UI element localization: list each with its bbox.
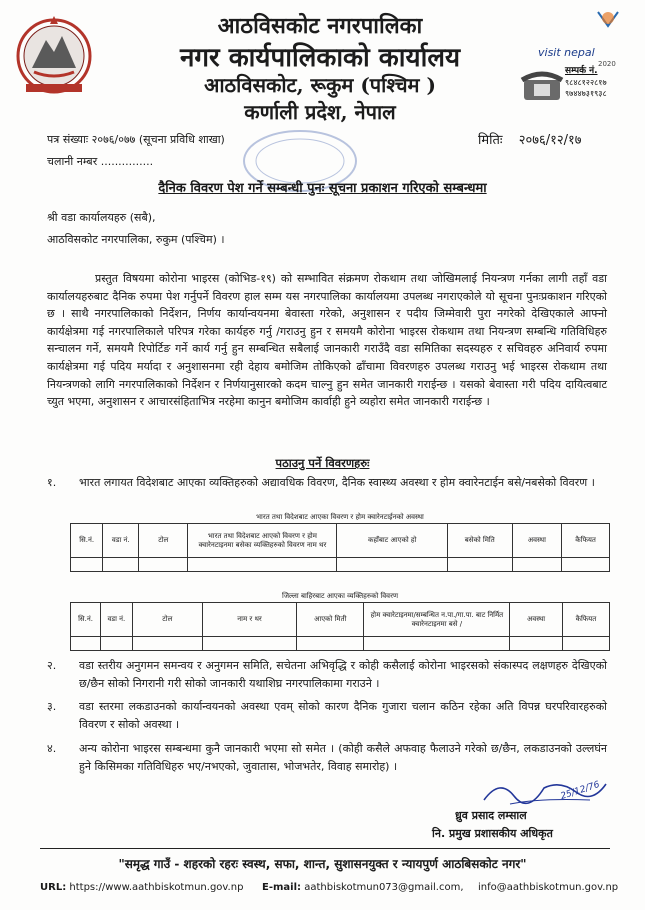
municipality-motto: "समृद्ध गाउँ - शहरको रहरः स्वस्थ, सफा, शान्त, सुशासनयुक्त र न्यायपुर्ण आठबिसकोट नगर" (118, 857, 527, 871)
footer-url (40, 882, 243, 893)
table1-caption: भारत तथा विदेशबाट आएका विवरण र होम क्वारेनटाईनको अवस्था (256, 513, 424, 521)
date-value: २०७६/१२/१७ (518, 133, 582, 148)
list-item (47, 474, 607, 510)
table1 (70, 523, 610, 572)
ref-label: पत्र संख्याः (47, 133, 89, 146)
nepal-emblem-logo (14, 10, 94, 100)
ref-value: २०७६/०७७ (सूचना प्रविधि शाखा) (91, 133, 225, 146)
footer-email (262, 882, 464, 893)
contact-phone-1: ९८४८१२२८१७ (565, 78, 607, 87)
dispatch-number (47, 154, 153, 169)
table-row (71, 637, 610, 651)
visit-nepal-logo (538, 8, 634, 70)
table1-header-cell: कैफियत (562, 524, 610, 558)
header-municipality-name: आठविसकोट नगरपालिका (217, 13, 423, 39)
visit-nepal-text: visit nepal (538, 46, 595, 59)
visit-nepal-icon (538, 8, 634, 70)
table1-header-cell: कहाँबाट आएको हो (337, 524, 447, 558)
list-item-number: २. (47, 659, 57, 672)
footer-email-1[interactable]: aathbiskotmun073@gmail.com, (304, 882, 464, 893)
list-item-text: वडा स्तरीय अनुगमन समन्वय र अनुगमन समिति, सचेतना अभिवृद्धि र कोही कसैलाई कोरोना भाइरसको संकास्पद लक्षणहरु देखिएको छ/छैन सोको निगरानी गरी सोको जानकारी यथाशिघ्र नगरपालिकामा गराउने । (79, 659, 607, 690)
footer-url-value[interactable]: https://www.aathbiskotmun.gov.np (69, 882, 244, 893)
table1-header-cell: अवस्था (512, 524, 562, 558)
table-row (71, 558, 610, 572)
visit-nepal-year: 2020 (598, 60, 616, 68)
table2-header-cell: टोल (132, 603, 202, 637)
table2 (70, 602, 610, 651)
signatory-title: नि. प्रमुख प्रशासकीय अधिकृत (432, 827, 553, 840)
header-province: कर्णाली प्रदेश, नेपाल (244, 100, 396, 124)
dispatch-label: चलानी नम्बर (47, 155, 98, 168)
table2-caption: जिल्ला बाहिरबाट आएका व्यक्तिहरुको विवरण (282, 592, 398, 600)
table2-header-cell: कैफियत (562, 603, 609, 637)
list-item-number: ४. (47, 742, 57, 755)
footer-email-2[interactable]: info@aathbiskotmun.gov.np (478, 882, 619, 893)
list-item (47, 657, 607, 693)
addressee-line-1: श्री वडा कार्यालयहरु (सबै), (47, 211, 156, 224)
footer-url-label: URL: (40, 882, 67, 893)
table1-header-cell: टोल (139, 524, 188, 558)
table1-header-cell: सि.नं. (71, 524, 103, 558)
date-label: मितिः (478, 133, 503, 148)
section-title: पठाउनु पर्ने विवरणहरुः (275, 456, 370, 470)
table2-header-cell: होम क्वारेटाइनमा/सम्बन्धित न.पा./गा.पा. बाट निर्मित क्वारेनटाइनमा बसे / (364, 603, 510, 637)
list-item (47, 698, 607, 734)
contact-label: सम्पर्क नं. (565, 66, 598, 76)
contact-block (565, 66, 643, 99)
signature-date: 25/12/76 (559, 779, 601, 803)
table1-header-cell: बसेको मिति (447, 524, 512, 558)
footer-email-label: E-mail: (262, 882, 302, 893)
body-paragraph: प्रस्तुत विषयमा कोरोना भाइरस (कोभिड-१९) को सम्भावित संक्रमण रोकथाम तथा जोखिमलाई नियन्त्रण गर्नका लागी तहाँ वडा कार्यालयहरुबाट दैनिक रुपमा पेश गर्नुपर्ने विवरण हाल सम्म यस नगरपालिका कार्यालयमा उपलब्ध नगराएकोले यो सूचना पुनःप्रकाशन गरिएको छ । साथै नगरपालिकाको निर्देशन, निर्णय कार्यान्वयनमा बेवास्ता गरेको, अनुशासन र पदीय जिम्मेवारी पुरा नगरेको देखिएकाले आफ्नो कार्यक्षेत्रमा गई नगरपालिकाले परिपत्र गरेका कार्यहरु गर्नु /गराउनु हुन र समयमै कोरोना भाइरस रोकथाम तथा नियन्त्रण सम्बन्धि गतिविधिहरु सन्चालन गर्ने, समयमै रिपोर्टिङ गर्ने कार्य गर्नु हुन सम्बन्धित सबैलाई जानकारी गराउँदै वडा समितिका सदस्यहरु र सचिवहरु अनिवार्य रुपमा कार्यक्षेत्रमा गई पदिय मर्यादा र अनुशासनमा रही देहाय बमोजिम तोकिएको ढाँचामा विवरणहरु उपलब्ध गराउनु भई भाइरस रोकथाम तथा नियन्त्रणको लागि नगरपालिकाको निर्देशन र निर्णयानुसारको कदम चाल्नु हुन समेत जानकारी गराईन्छ । यसको बेवास्ता गरी पदिय दायित्वबाट च्युत भएमा, अनुशासन र आचारसंहिताभित्र नरहेमा कानुन बमोजिम कार्वाही हुने व्यहोरा समेत जानकारी गराईन्छ । (47, 272, 607, 409)
table2-header-cell: अवस्था (510, 603, 562, 637)
date-field (478, 130, 582, 148)
ref-number (47, 132, 225, 147)
addressee-line-2: आठविसकोट नगरपालिका, रुकुम (पश्चिम) । (47, 233, 225, 246)
table1-header-cell: भारत तथा विदेशबाट आएको विवरण र होम क्वारेनटाइनमा बसेका व्यक्तिहरुको विवरण नाम थर (188, 524, 337, 558)
dispatch-value: ............... (100, 155, 154, 168)
table2-header-cell: वडा नं. (101, 603, 133, 637)
table2-header-cell: नाम र थर (202, 603, 296, 637)
list-item-text: भारत लगायत विदेशबाट आएका व्यक्तिहरुको अद्यावधिक विवरण, दैनिक स्वास्थ्य अवस्था र होम क्वारेनटाईन बसे/नबसेको विवरण । (79, 476, 595, 489)
table1-header-cell: वडा नं. (103, 524, 139, 558)
list-item-text: वडा स्तरमा लकडाउनको कार्यान्वयनको अवस्था एवम् सोको कारण दैनिक गुजारा चलान कठिन रहेका अति विपन्न घरपरिवारहरुको विवरण र सोको अवस्था । (79, 700, 607, 731)
list-item-number: १. (47, 476, 57, 489)
header-location: आठविसकोट, रूकुम (पश्चिम ) (204, 73, 436, 97)
footer-divider (40, 848, 610, 849)
list-item-number: ३. (47, 700, 57, 713)
table2-header-cell: सि.नं. (71, 603, 101, 637)
list-item-text: अन्य कोरोना भाइरस सम्बन्धमा कुनै जानकारी भएमा सो समेत । (कोही कसैले अफवाह फैलाउने गरेको छ/छैन, लकडाउनको उल्लघंन हुने किसिमका गतिविधिहरु भए/नभएको, जुवातास, भोजभतेर, विवाह समारोह) । (79, 742, 607, 773)
contact-phone-2: ९७४४७३१९३८ (565, 89, 607, 98)
subject-line: दैनिक विवरण पेश गर्ने सम्बन्धी पुनः सूचना प्रकाशन गरिएको सम्बन्धमा (158, 181, 487, 196)
header-office-name: नगर कार्यपालिकाको कार्यालय (179, 43, 461, 73)
table2-header-cell: आएको मिती (297, 603, 364, 637)
telephone-icon (520, 68, 564, 104)
signatory-name: ध्रुव प्रसाद लम्साल (455, 809, 527, 822)
